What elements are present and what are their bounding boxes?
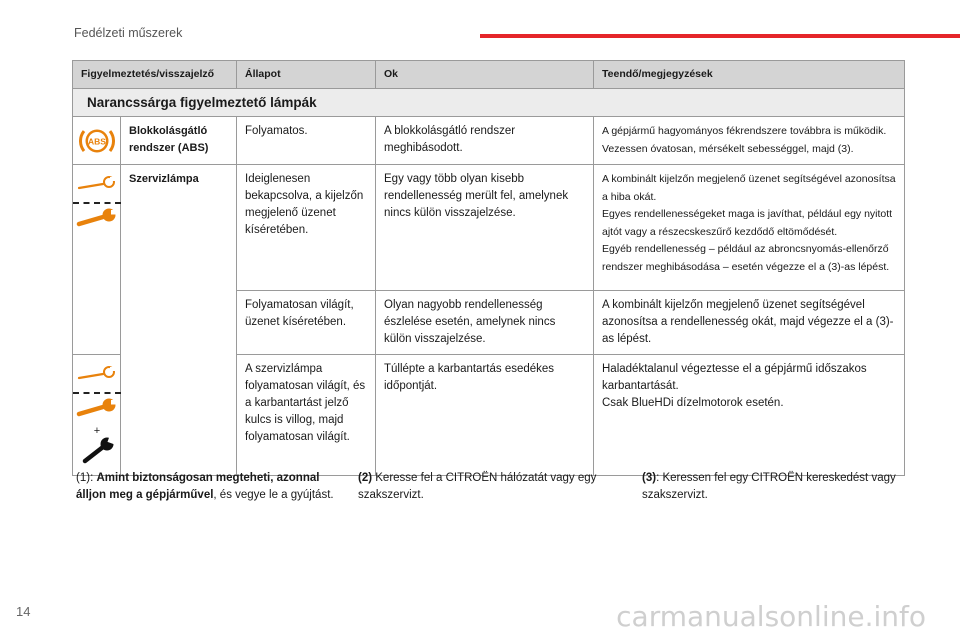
col-header-remarks: Teendő/megjegyzések	[594, 61, 905, 89]
watermark: carmanualsonline.info	[616, 600, 926, 633]
page-number: 14	[16, 604, 31, 619]
table-row-abs	[73, 117, 905, 165]
col-header-cause: Ok	[376, 61, 594, 89]
maintenance-icon-cell	[73, 355, 121, 476]
service-row3-remark-2: Csak BlueHDi dízelmotorok esetén.	[602, 397, 784, 409]
table-header-row	[73, 61, 905, 89]
footnote-3-text: : Keressen fel egy CITROËN kereskedést vagy szakszervizt.	[642, 472, 896, 501]
service-row3-remark	[594, 355, 905, 476]
footnote-1-ref: (1)	[76, 472, 91, 484]
abs-icon-text: ABS	[87, 136, 106, 147]
footnote-1-rest: , és vegye le a gyújtást.	[213, 489, 334, 501]
abs-warning-icon	[79, 123, 115, 159]
abs-name: Blokkolásgátló rendszer (ABS)	[121, 117, 237, 165]
service-row1-remark	[594, 165, 905, 291]
plus-sign: +	[93, 425, 101, 437]
service-lamp-icon	[73, 175, 121, 235]
service-row3-cause: Túllépte a karbantartás esedékes időpontját.	[376, 355, 594, 476]
page-header-title: Fedélzeti műszerek	[74, 26, 183, 40]
wrench-icon	[73, 397, 121, 419]
service-row2-cause: Olyan nagyobb rendellenesség észlelése esetén, amelynek nincs külön visszajelzése.	[376, 291, 594, 355]
service-name: Szervizlámpa	[121, 165, 237, 476]
section-title: Narancssárga figyelmeztető lámpák	[73, 89, 905, 117]
footnote-1	[76, 470, 334, 504]
wrench-outline-icon	[73, 365, 121, 383]
col-header-indicator: Figyelmeztetés/visszajelző	[73, 61, 237, 89]
footnote-2-text: Keresse fel a CITROËN hálózatát vagy egy szakszervizt.	[358, 472, 597, 501]
dashed-divider	[73, 202, 121, 204]
wrench-icon	[73, 207, 121, 229]
maintenance-icon	[73, 365, 121, 471]
dashed-divider	[73, 392, 121, 394]
warning-lights-table	[72, 60, 905, 476]
col-header-state: Állapot	[237, 61, 376, 89]
footnote-2	[358, 470, 620, 504]
service-row1-remark-1: A kombinált kijelzőn megjelenő üzenet segítségével azonosítsa a hiba okát.	[602, 173, 896, 203]
abs-state: Folyamatos.	[237, 117, 376, 165]
service-row1-state: Ideiglenesen bekapcsolva, a kijelzőn megjelenő üzenet kíséretében.	[237, 165, 376, 291]
table-row-service-1	[73, 165, 905, 291]
abs-remark: A gépjármű hagyományos fékrendszere továbbra is működik. Vezessen óvatosan, mérsékelt sebességgel, majd (3).	[594, 117, 905, 165]
footnote-3-ref: (3)	[642, 472, 657, 484]
header-accent-bar	[480, 34, 960, 38]
service-row3-remark-1: Haladéktalanul végeztesse el a gépjármű időszakos karbantartását.	[602, 363, 867, 392]
service-icon-cell	[73, 165, 121, 355]
section-row	[73, 89, 905, 117]
service-row3-state: A szervizlámpa folyamatosan világít, és a karbantartást jelző kulcs is villog, majd folyamatosan világít.	[237, 355, 376, 476]
service-row1-remark-3: Egyéb rendellenesség – például az abroncsnyomás-ellenőrző rendszer meghibásodása – esetén végezze el a (3)-as lépést.	[602, 243, 890, 273]
footnote-2-ref: (2)	[358, 472, 373, 484]
footnote-1-bold: Amint biztonságosan megteheti, azonnal álljon meg a gépjárművel	[76, 472, 320, 501]
service-row2-state: Folyamatosan világít, üzenet kíséretében.	[237, 291, 376, 355]
abs-icon-cell	[73, 117, 121, 165]
wrench-outline-icon	[73, 175, 121, 193]
abs-cause: A blokkolásgátló rendszer meghibásodott.	[376, 117, 594, 165]
footnote-1-colon: :	[90, 472, 97, 484]
service-row1-remark-2: Egyes rendellenességeket maga is javíthat, például egy nyitott ajtót vagy a részecskeszűrő kezdődő eltömődését.	[602, 208, 893, 238]
maintenance-wrench-icon	[73, 437, 121, 465]
service-row1-cause: Egy vagy több olyan kisebb rendellenesség merült fel, amelynek nincs külön visszajelzése.	[376, 165, 594, 291]
service-row2-remark: A kombinált kijelzőn megjelenő üzenet segítségével azonosítsa a rendellenesség okát, majd végezze el a (3)-as lépést.	[594, 291, 905, 355]
footnote-3	[642, 470, 904, 504]
